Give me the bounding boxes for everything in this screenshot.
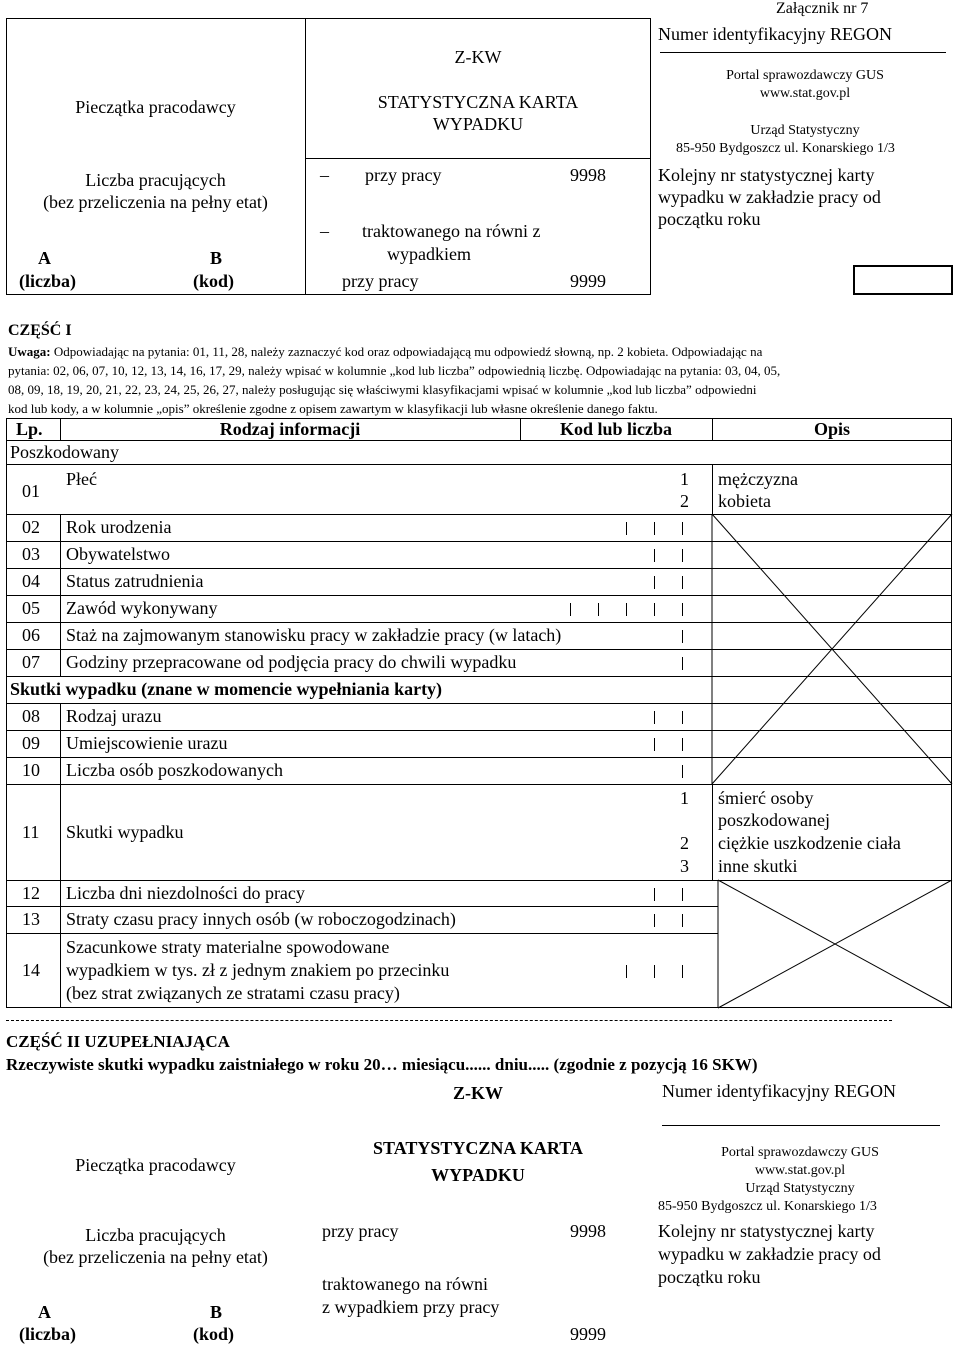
part2-employees-sublabel: (bez przeliczenia na pełny etat)	[43, 1247, 268, 1267]
row05-number: 05	[22, 598, 40, 618]
col-lp-header: Lp.	[16, 419, 43, 439]
form-title-line1: STATYSTYCZNA KARTA	[377, 92, 579, 112]
part2-option-at-work-code: 9998	[570, 1221, 606, 1241]
office-name: Urząd Statystyczny	[750, 123, 860, 138]
row07-label: Godziny przepracowane od podjęcia pracy do chwili wypadku	[66, 652, 517, 672]
col-code-header: Kod lub liczba	[559, 419, 673, 439]
r12-tick	[654, 888, 655, 901]
note-line2: pytania: 02, 06, 07, 10, 12, 13, 14, 16, 17, 29, należy wpisać w kolumnie „kod lub liczba” odpowiednią liczbę. Odpowiadając na pytania: 03, 04, 05,	[8, 363, 781, 378]
section-victim: Poszkodowany	[10, 442, 119, 462]
part2-form-code: Z-KW	[452, 1083, 503, 1103]
r02-tick	[682, 522, 683, 535]
part2-subtitle: Rzeczywiste skutki wypadku zaistniałego w roku 20… miesiącu...... dniu..... (zgodnie z pozycją 16 SKW)	[6, 1055, 758, 1074]
row06-label: Staż na zajmowanym stanowisku pracy w zakładzie pracy (w latach)	[66, 625, 562, 645]
r08-tick	[654, 711, 655, 724]
part2-seq-number-line2: wypadku w zakładzie pracy od	[658, 1244, 881, 1264]
row11-number: 11	[22, 822, 40, 842]
part2-col-b-sublabel: (kod)	[193, 1324, 235, 1344]
option-equivalent-line2: wypadkiem	[387, 244, 471, 264]
row14-line1: Szacunkowe straty materialne spowodowane	[66, 937, 390, 957]
col-b-label: B	[210, 248, 223, 268]
row11-desc3: inne skutki	[718, 856, 798, 876]
seq-number-line2: wypadku w zakładzie pracy od	[658, 187, 881, 207]
col-type-header: Rodzaj informacji	[219, 419, 361, 439]
form-title-line2: WYPADKU	[432, 114, 524, 134]
col-desc-header: Opis	[813, 419, 851, 439]
row01-label: Płeć	[66, 469, 97, 489]
row08-number: 08	[22, 706, 40, 726]
row08-label: Rodzaj urazu	[66, 706, 162, 726]
cut-line	[6, 1020, 892, 1021]
col-a-sublabel: (liczba)	[19, 271, 76, 291]
row04-label: Status zatrudnienia	[66, 571, 204, 591]
row14-line2: wypadkiem w tys. zł z jednym znakiem po przecinku	[66, 960, 450, 980]
part2-office-name: Urząd Statystyczny	[745, 1181, 855, 1196]
form-code: Z-KW	[454, 47, 502, 67]
employer-stamp: Pieczątka pracodawcy	[75, 97, 236, 117]
row11-desc1a: śmierć osoby	[718, 788, 814, 808]
r02-tick	[654, 522, 655, 535]
r13-tick	[682, 914, 683, 927]
r08-tick	[682, 711, 683, 724]
part2-regon-label: Numer identyfikacyjny REGON	[662, 1081, 896, 1101]
r04-tick	[654, 576, 655, 589]
part2-form-title-line2: WYPADKU	[431, 1165, 525, 1185]
employees-sublabel: (bez przeliczenia na pełny etat)	[43, 192, 268, 212]
dash-2: –	[320, 221, 329, 241]
part2-option-equivalent-line2: z wypadkiem przy pracy	[322, 1297, 500, 1317]
r06-tick	[682, 630, 683, 643]
r03-tick	[654, 549, 655, 562]
part2-gus-website: www.stat.gov.pl	[754, 1163, 846, 1178]
row01-number: 01	[22, 481, 40, 501]
option-equivalent-code: 9999	[570, 271, 606, 291]
row12-number: 12	[22, 883, 40, 903]
row14-number: 14	[22, 960, 40, 980]
part2-gus-portal: Portal sprawozdawczy GUS	[721, 1145, 879, 1160]
row01-code1: 1	[680, 469, 689, 489]
row13-number: 13	[22, 909, 40, 929]
part2-employees-label: Liczba pracujących	[85, 1225, 226, 1245]
row09-label: Umiejscowienie urazu	[66, 733, 228, 753]
r09-tick	[654, 738, 655, 751]
part2-title: CZĘŚĆ II UZUPEŁNIAJĄCA	[6, 1032, 230, 1051]
part2-employer-stamp: Pieczątka pracodawcy	[75, 1155, 236, 1175]
col-a-label: A	[38, 248, 51, 268]
option-equivalent-line1: traktowanego na równi z	[362, 221, 541, 241]
row12-label: Liczba dni niezdolności do pracy	[66, 883, 305, 903]
r04-tick	[682, 576, 683, 589]
row04-number: 04	[22, 571, 40, 591]
part1-title: CZĘŚĆ I	[8, 322, 72, 339]
row14-line3: (bez strat związanych ze stratami czasu pracy)	[66, 983, 400, 1003]
r02-tick	[626, 522, 627, 535]
row02-label: Rok urodzenia	[66, 517, 172, 537]
gus-portal: Portal sprawozdawczy GUS	[726, 68, 884, 83]
row05-label: Zawód wykonywany	[66, 598, 218, 618]
employees-label: Liczba pracujących	[85, 170, 226, 190]
annex-label: Załącznik nr 7	[776, 0, 869, 17]
row11-code1: 1	[680, 788, 689, 808]
row01-code2: 2	[680, 491, 689, 511]
r05-tick	[626, 603, 627, 616]
part2-col-a-sublabel: (liczba)	[19, 1324, 76, 1344]
r10-tick	[682, 765, 683, 778]
part2-option-equivalent-line1: traktowanego na równi	[322, 1274, 488, 1294]
r14-tick	[626, 965, 627, 978]
row01-desc2: kobieta	[718, 491, 771, 511]
part2-regon-line	[662, 1125, 940, 1126]
regon-label: Numer identyfikacyjny REGON	[658, 24, 892, 44]
section-effects: Skutki wypadku (znane w momencie wypełniania karty)	[10, 679, 443, 699]
part2-seq-number-line1: Kolejny nr statystycznej karty	[658, 1221, 875, 1241]
row11-code3: 3	[680, 856, 689, 876]
dash-1: –	[320, 165, 329, 185]
note-line3: 08, 09, 18, 19, 20, 21, 22, 23, 24, 25, 26, 27, należy posługując się właściwymi klasyfikacjami wpisać w kolumnie „kod lub liczba” odpowiedni	[8, 382, 757, 397]
part2-col-a-label: A	[38, 1302, 51, 1322]
row10-number: 10	[22, 760, 40, 780]
row13-label: Straty czasu pracy innych osób (w roboczogodzinach)	[66, 909, 456, 929]
row11-desc2: ciężkie uszkodzenie ciała	[718, 833, 901, 853]
note-line4: kod lub kody, a w kolumnie „opis” określenie zgodne z opisem zawartym w klasyfikacji lub własne określenie danego faktu.	[8, 401, 658, 416]
part2-form-title-line1: STATYSTYCZNA KARTA	[373, 1138, 583, 1158]
r14-tick	[654, 965, 655, 978]
r05-tick	[654, 603, 655, 616]
r09-tick	[682, 738, 683, 751]
note-line1: Odpowiadając na pytania: 01, 11, 28, należy zaznaczyć kod oraz odpowiadającą mu odpowiedź słowną, np. 2 kobieta. Odpowiadając na	[50, 344, 763, 359]
r07-tick	[682, 657, 683, 670]
office-address: 85-950 Bydgoszcz ul. Konarskiego 1/3	[676, 141, 895, 156]
option-at-work-code: 9998	[570, 165, 606, 185]
row03-number: 03	[22, 544, 40, 564]
part2-office-address: 85-950 Bydgoszcz ul. Konarskiego 1/3	[658, 1199, 877, 1214]
row11-desc1b: poszkodowanej	[718, 810, 830, 830]
row07-number: 07	[22, 652, 40, 672]
part2-option-equivalent-code: 9999	[570, 1324, 606, 1344]
r05-tick	[570, 603, 571, 616]
col-b-sublabel: (kod)	[193, 271, 235, 291]
gus-website: www.stat.gov.pl	[759, 86, 851, 101]
option-at-work: przy pracy	[365, 165, 442, 185]
row09-number: 09	[22, 733, 40, 753]
r14-tick	[682, 965, 683, 978]
seq-number-line1: Kolejny nr statystycznej karty	[658, 165, 875, 185]
r13-tick	[654, 914, 655, 927]
note-bold: Uwaga:	[8, 344, 51, 359]
row02-number: 02	[22, 517, 40, 537]
option-equivalent-line3: przy pracy	[342, 271, 419, 291]
row06-number: 06	[22, 625, 40, 645]
row01-desc1: mężczyzna	[718, 469, 798, 489]
r03-tick	[682, 549, 683, 562]
part2-seq-number-line3: początku roku	[658, 1267, 761, 1287]
r05-tick	[682, 603, 683, 616]
row03-label: Obywatelstwo	[66, 544, 170, 564]
row10-label: Liczba osób poszkodowanych	[66, 760, 283, 780]
part2-option-at-work: przy pracy	[322, 1221, 399, 1241]
row11-code2: 2	[680, 833, 689, 853]
row11-label: Skutki wypadku	[66, 822, 184, 842]
part2-col-b-label: B	[210, 1302, 223, 1322]
r12-tick	[682, 888, 683, 901]
r05-tick	[598, 603, 599, 616]
seq-number-line3: początku roku	[658, 209, 761, 229]
